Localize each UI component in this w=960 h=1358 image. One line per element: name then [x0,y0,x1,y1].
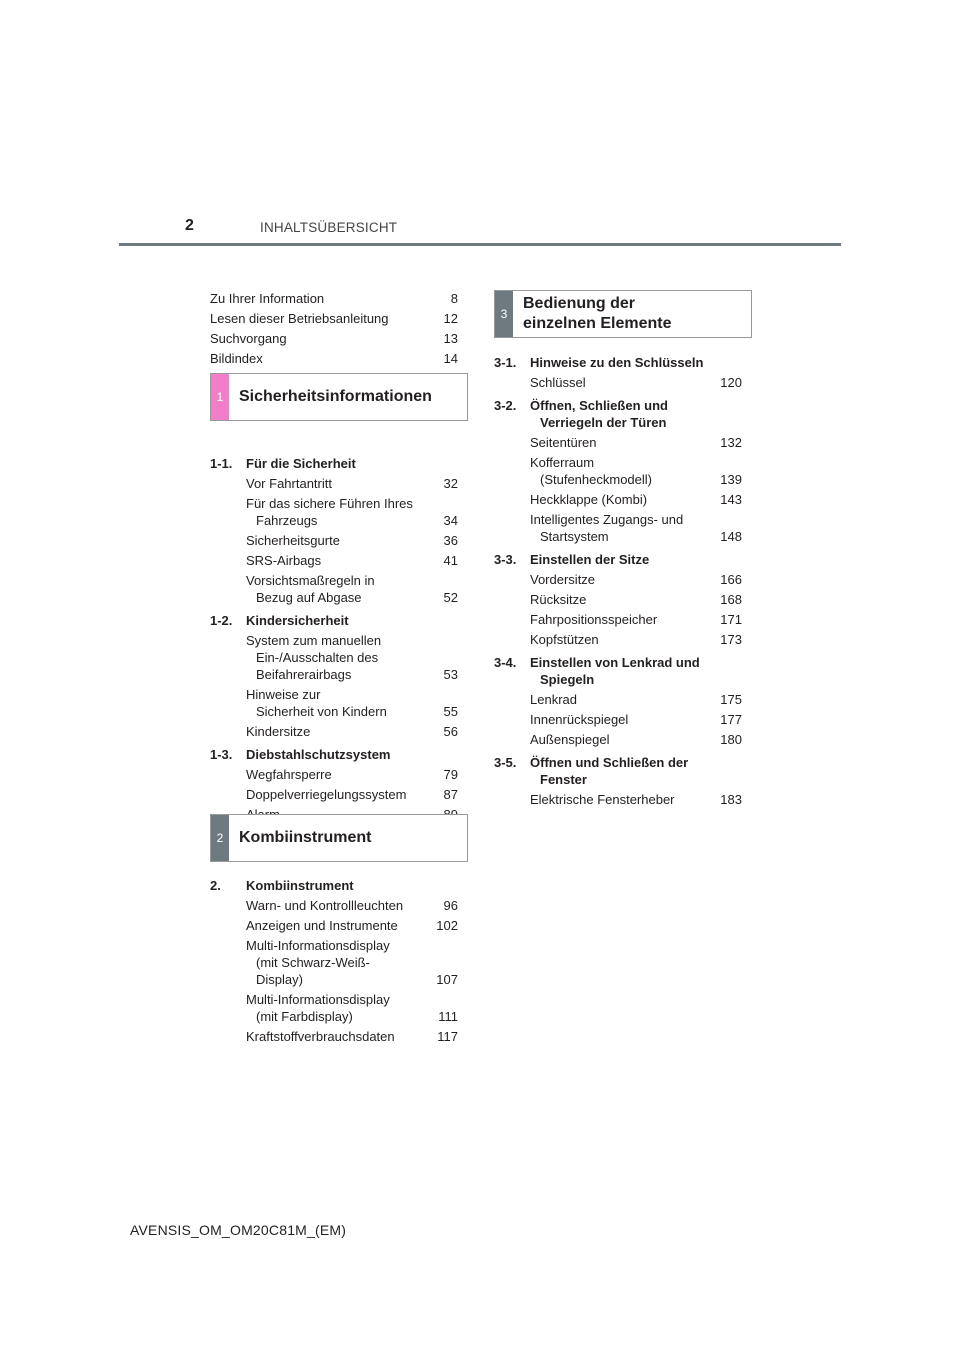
toc-entry[interactable]: Seitentüren 132 [530,435,742,450]
section-heading[interactable]: 3-2. Öffnen, Schließen und Verriegeln der Türen [494,398,668,430]
chapter-tab: 3 [495,291,513,337]
toc-entry[interactable]: Kraftstoffverbrauchsdaten 117 [246,1029,458,1044]
toc-entry[interactable]: Fahrpositionsspeicher 171 [530,612,742,627]
header-divider [119,243,841,246]
toc-entry[interactable]: Vordersitze 166 [530,572,742,587]
section-heading[interactable]: 3-1. Hinweise zu den Schlüsseln [494,355,704,370]
toc-entry[interactable]: Hinweise zur Sicherheit von Kindern 55 [246,687,458,719]
toc-entry[interactable]: Intelligentes Zugangs- und Startsystem 148 [530,512,742,544]
toc-entry[interactable]: Doppelverriegelungssystem 87 [246,787,458,802]
chapter-2-header[interactable] [210,814,468,862]
section-heading[interactable]: 3-3. Einstellen der Sitze [494,552,650,567]
toc-entry[interactable]: Für das sichere Führen Ihres Fahrzeugs 34 [246,496,458,528]
toc-right-column [494,354,742,811]
toc-entry[interactable]: Vorsichtsmaßregeln in Bezug auf Abgase 52 [246,573,458,605]
toc-entry[interactable]: Vor Fahrtantritt 32 [246,476,458,491]
section-heading[interactable]: 3-4. Einstellen von Lenkrad und Spiegeln [494,655,700,687]
toc-left-column-lower [210,877,458,1048]
toc-entry[interactable]: Multi-Informationsdisplay (mit Schwarz-Weiß- Display) 107 [246,938,458,987]
toc-entry[interactable]: Bildindex 14 [210,351,458,366]
toc-entry[interactable]: Außenspiegel 180 [530,732,742,747]
toc-entry[interactable]: Anzeigen und Instrumente 102 [246,918,458,933]
toc-entry[interactable]: Innenrückspiegel 177 [530,712,742,727]
toc-entry[interactable]: SRS-Airbags 41 [246,553,458,568]
chapter-tab: 2 [211,815,229,861]
chapter-title: Sicherheitsinformationen [239,388,432,405]
toc-entry[interactable]: Kopfstützen 173 [530,632,742,647]
document-code: AVENSIS_OM_OM20C81M_(EM) [130,1222,347,1238]
toc-entry[interactable]: Schlüssel 120 [530,375,742,390]
section-heading[interactable]: 2. Kombiinstrument [210,878,354,893]
toc-left-column [210,287,458,826]
page-number: 2 [185,217,194,234]
toc-entry[interactable]: Sicherheitsgurte 36 [246,533,458,548]
toc-entry[interactable]: Heckklappe (Kombi) 143 [530,492,742,507]
toc-entry[interactable]: Suchvorgang 13 [210,331,458,346]
toc-entry[interactable]: Rücksitze 168 [530,592,742,607]
toc-entry[interactable]: Lesen dieser Betriebsanleitung 12 [210,311,458,326]
toc-entry[interactable]: Elektrische Fensterheber 183 [530,792,742,807]
section-heading[interactable]: 1-3. Diebstahlschutzsystem [210,747,391,762]
toc-entry[interactable]: Zu Ihrer Information 8 [210,291,458,306]
chapter-1-header[interactable] [210,373,468,421]
toc-entry[interactable]: Lenkrad 175 [530,692,742,707]
chapter-3-header[interactable] [494,290,752,338]
chapter-tab: 1 [211,374,229,420]
toc-entry[interactable]: Multi-Informationsdisplay (mit Farbdisplay) 111 [246,992,458,1024]
chapter-title: Kombiinstrument [239,829,372,846]
toc-entry[interactable]: Wegfahrsperre 79 [246,767,458,782]
page-title: INHALTSÜBERSICHT [260,220,398,235]
toc-entry[interactable]: Kindersitze 56 [246,724,458,739]
section-heading[interactable]: 1-1. Für die Sicherheit [210,456,356,471]
toc-entry[interactable]: Kofferraum (Stufenheckmodell) 139 [530,455,742,487]
section-heading[interactable]: 3-5. Öffnen und Schließen der Fenster [494,755,689,787]
chapter-title: Bedienung der einzelnen Elemente [523,295,672,332]
toc-entry[interactable]: System zum manuellen Ein-/Ausschalten des Beifahrerairbags 53 [246,633,458,682]
section-heading[interactable]: 1-2. Kindersicherheit [210,613,349,628]
toc-entry[interactable]: Warn- und Kontrollleuchten 96 [246,898,458,913]
